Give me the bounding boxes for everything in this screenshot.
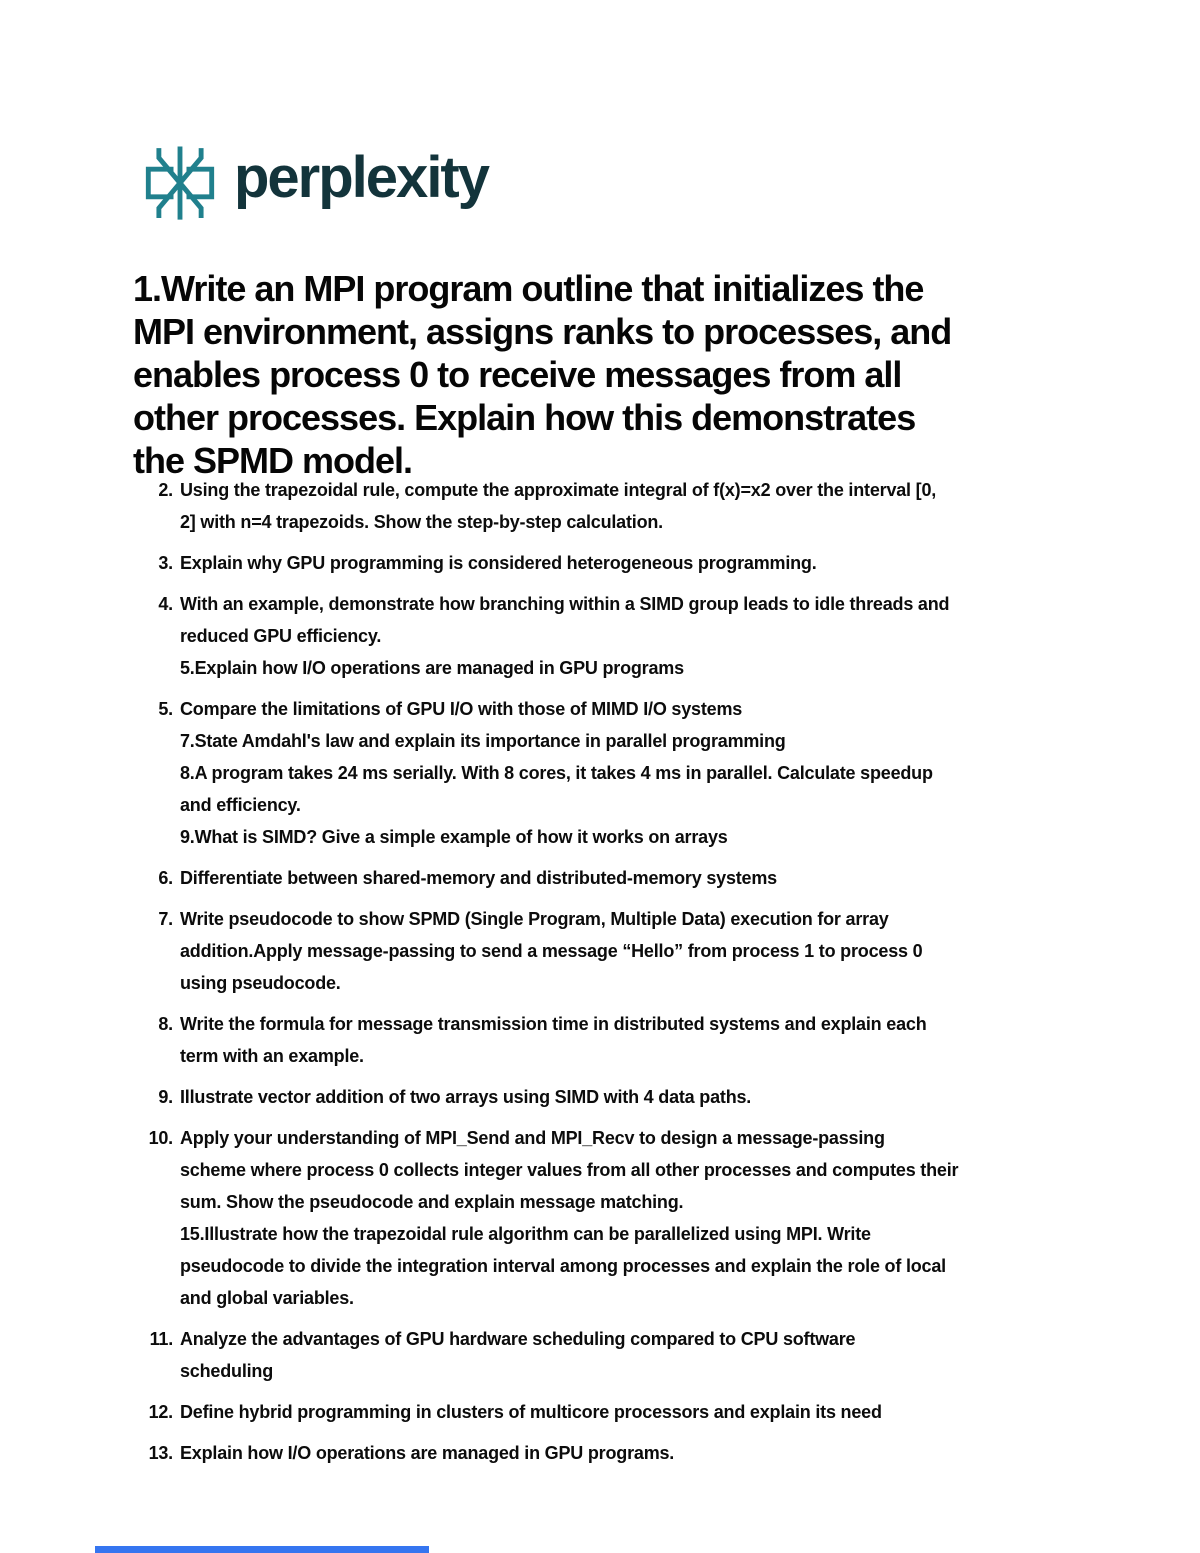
bottom-blue-bar xyxy=(95,1546,429,1553)
question-text-line: 7.State Amdahl's law and explain its importance in parallel programming xyxy=(180,731,786,751)
perplexity-wordmark: perplexity xyxy=(234,145,488,210)
question-text-line: Write the formula for message transmission time in distributed systems and explain each xyxy=(180,1014,927,1034)
question-number: 10. xyxy=(148,1128,173,1148)
question-text xyxy=(180,1437,1113,1469)
question-number: 5. xyxy=(158,699,173,719)
question-text-line: reduced GPU efficiency. xyxy=(180,626,382,646)
heading-line: enables process 0 to receive messages from all xyxy=(133,354,902,396)
question-text-line: Using the trapezoidal rule, compute the approximate integral of f(x)=x2 over the interval [0, xyxy=(180,480,937,500)
question-number: 4. xyxy=(158,594,173,614)
question-list xyxy=(133,474,1113,1478)
question-text-line: Explain how I/O operations are managed in GPU programs. xyxy=(180,1443,675,1463)
question-text xyxy=(180,547,1113,579)
question-item xyxy=(133,547,1113,579)
question-number: 13. xyxy=(148,1443,173,1463)
question-text-line: Explain why GPU programming is considered heterogeneous programming. xyxy=(180,553,817,573)
perplexity-logo xyxy=(141,144,488,222)
question-text-line: addition.Apply message-passing to send a message “Hello” from process 1 to process 0 xyxy=(180,941,923,961)
question-item xyxy=(133,1081,1113,1113)
question-text xyxy=(180,1122,1113,1314)
question-text-line: 5.Explain how I/O operations are managed in GPU programs xyxy=(180,658,684,678)
question-text-line: Analyze the advantages of GPU hardware scheduling compared to CPU software xyxy=(180,1329,856,1349)
question-text-line: scheme where process 0 collects integer values from all other processes and computes their xyxy=(180,1160,959,1180)
question-text-line: 9.What is SIMD? Give a simple example of how it works on arrays xyxy=(180,827,728,847)
question-item xyxy=(133,1122,1113,1314)
heading-line: 1.Write an MPI program outline that initializes the xyxy=(133,268,924,310)
question-text-line: term with an example. xyxy=(180,1046,364,1066)
question-item xyxy=(133,474,1113,538)
heading-line: MPI environment, assigns ranks to processes, and xyxy=(133,311,952,353)
question-1-heading xyxy=(133,267,1133,482)
question-text-line: sum. Show the pseudocode and explain message matching. xyxy=(180,1192,684,1212)
question-text-line: 15.Illustrate how the trapezoidal rule algorithm can be parallelized using MPI. Write xyxy=(180,1224,871,1244)
question-item xyxy=(133,693,1113,853)
question-text xyxy=(180,474,1113,538)
question-text xyxy=(180,693,1113,853)
question-item xyxy=(133,903,1113,999)
question-text-line: scheduling xyxy=(180,1361,274,1381)
question-text xyxy=(180,1323,1113,1387)
question-text xyxy=(180,1396,1113,1428)
question-item xyxy=(133,862,1113,894)
question-text-line: 8.A program takes 24 ms serially. With 8 cores, it takes 4 ms in parallel. Calculate speedup xyxy=(180,763,933,783)
question-text-line: using pseudocode. xyxy=(180,973,341,993)
question-text xyxy=(180,1081,1113,1113)
question-text-line: Apply your understanding of MPI_Send and MPI_Recv to design a message-passing xyxy=(180,1128,885,1148)
question-text-line: Illustrate vector addition of two arrays using SIMD with 4 data paths. xyxy=(180,1087,752,1107)
perplexity-asterisk-icon xyxy=(141,144,219,222)
question-text-line: pseudocode to divide the integration interval among processes and explain the role of local xyxy=(180,1256,946,1276)
question-item xyxy=(133,588,1113,684)
question-text xyxy=(180,903,1113,999)
question-text xyxy=(180,1008,1113,1072)
question-number: 9. xyxy=(158,1087,173,1107)
heading-line: the SPMD model. xyxy=(133,440,413,482)
question-text-line: Differentiate between shared-memory and distributed-memory systems xyxy=(180,868,777,888)
question-text-line: With an example, demonstrate how branching within a SIMD group leads to idle threads and xyxy=(180,594,950,614)
question-number: 2. xyxy=(158,480,173,500)
question-text xyxy=(180,588,1113,684)
question-text xyxy=(180,862,1113,894)
question-number: 6. xyxy=(158,868,173,888)
question-text-line: Define hybrid programming in clusters of multicore processors and explain its need xyxy=(180,1402,882,1422)
question-number: 8. xyxy=(158,1014,173,1034)
question-number: 11. xyxy=(149,1329,173,1349)
question-text-line: 2] with n=4 trapezoids. Show the step-by-step calculation. xyxy=(180,512,663,532)
question-number: 12. xyxy=(148,1402,173,1422)
question-number: 3. xyxy=(158,553,173,573)
question-text-line: and global variables. xyxy=(180,1288,354,1308)
question-number: 7. xyxy=(158,909,173,929)
question-text-line: Compare the limitations of GPU I/O with those of MIMD I/O systems xyxy=(180,699,743,719)
question-item xyxy=(133,1323,1113,1387)
question-item xyxy=(133,1008,1113,1072)
question-text-line: and efficiency. xyxy=(180,795,301,815)
heading-line: other processes. Explain how this demonstrates xyxy=(133,397,916,439)
question-text-line: Write pseudocode to show SPMD (Single Program, Multiple Data) execution for array xyxy=(180,909,889,929)
question-item xyxy=(133,1437,1113,1469)
question-item xyxy=(133,1396,1113,1428)
